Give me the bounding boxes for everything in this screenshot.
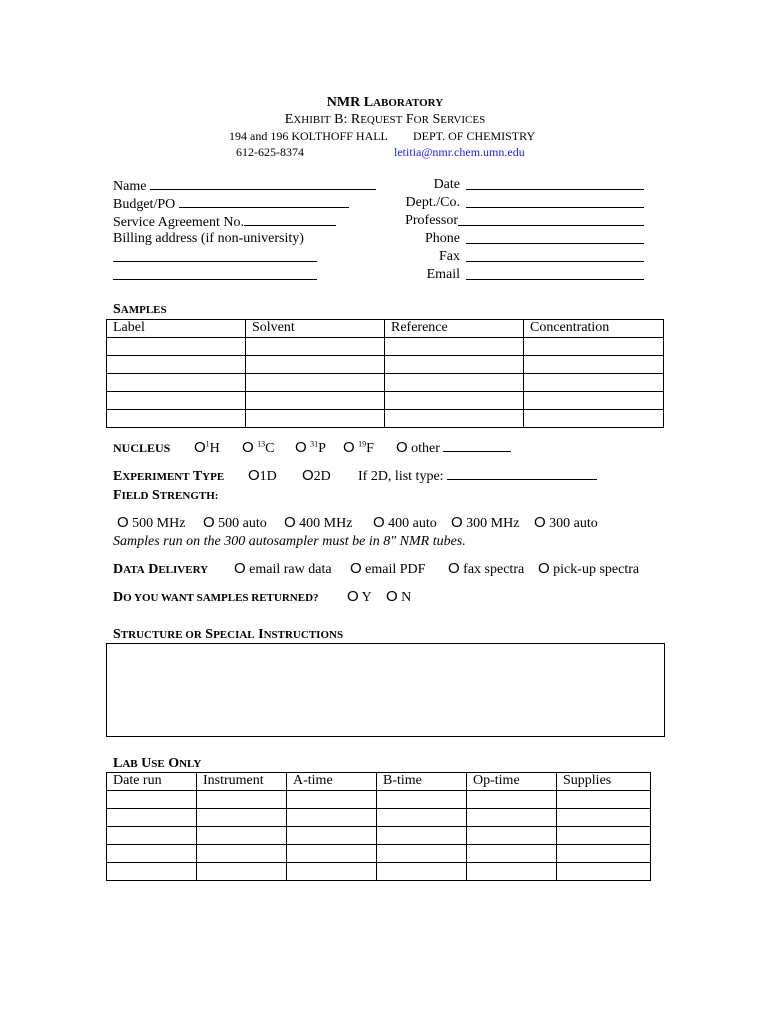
billing-line-1[interactable] — [113, 249, 317, 262]
table-cell[interactable] — [197, 845, 287, 863]
field-option-400mhz[interactable]: O 400 MHz — [284, 514, 353, 531]
table-cell[interactable] — [557, 809, 651, 827]
radio-icon[interactable]: O — [343, 439, 355, 456]
experiment-type-label: EXPERIMENT TYPE — [113, 469, 225, 484]
budget-field[interactable]: Budget/PO — [113, 195, 349, 213]
list-type-line[interactable] — [447, 467, 597, 480]
radio-icon[interactable]: O — [534, 514, 546, 531]
table-cell[interactable] — [524, 338, 664, 356]
subtitle-segment: EQUEST — [360, 114, 403, 126]
table-cell[interactable] — [197, 863, 287, 881]
table-cell[interactable] — [377, 791, 467, 809]
table-cell[interactable] — [524, 374, 664, 392]
phone-line[interactable] — [466, 233, 644, 244]
samples-col-solvent: Solvent — [246, 320, 385, 338]
dept-line[interactable] — [466, 197, 644, 208]
table-cell[interactable] — [287, 791, 377, 809]
service-agreement-line[interactable] — [244, 213, 336, 226]
table-row — [107, 791, 651, 809]
page-title: NMR LABORATORY — [326, 95, 444, 110]
date-line[interactable] — [466, 179, 644, 190]
table-cell[interactable] — [467, 809, 557, 827]
returned-option-no[interactable]: O N — [386, 588, 412, 605]
table-row — [107, 410, 664, 428]
delivery-option-email-pdf[interactable]: O email PDF — [350, 560, 426, 577]
experiment-option-2d[interactable]: O2D — [302, 467, 331, 484]
lab-col-supplies: Supplies — [557, 773, 651, 791]
table-cell[interactable] — [107, 338, 246, 356]
nucleus-option-31p[interactable]: O $^{31}$P — [295, 439, 326, 456]
radio-icon[interactable]: O — [194, 439, 206, 456]
table-cell[interactable] — [287, 827, 377, 845]
list-type-field[interactable]: If 2D, list type: — [358, 467, 597, 485]
delivery-option-pickup[interactable]: O pick-up spectra — [538, 560, 640, 577]
table-cell[interactable] — [287, 809, 377, 827]
samples-returned-label: DO YOU WANT SAMPLES RETURNED? — [113, 590, 319, 605]
radio-icon[interactable]: O — [295, 439, 307, 456]
email-line[interactable] — [466, 269, 644, 280]
phone-label: Phone — [425, 231, 460, 246]
date-label: Date — [433, 177, 460, 192]
radio-icon[interactable]: O — [538, 560, 550, 577]
field-strength-label: FIELD STRENGTH: — [113, 488, 219, 503]
nucleus-option-1h[interactable]: $O^1H$ — [194, 439, 220, 456]
table-cell[interactable] — [385, 392, 524, 410]
table-cell[interactable] — [107, 827, 197, 845]
lab-col-instrument: Instrument — [197, 773, 287, 791]
radio-icon[interactable]: O — [203, 514, 215, 531]
lab-col-b-time: B-time — [377, 773, 467, 791]
radio-icon[interactable]: O — [248, 467, 260, 484]
radio-icon[interactable]: O — [117, 514, 129, 531]
budget-line[interactable] — [179, 195, 349, 208]
field-option-500auto[interactable]: O 500 auto — [203, 514, 267, 531]
table-cell[interactable] — [524, 356, 664, 374]
table-row — [107, 809, 651, 827]
other-line[interactable] — [443, 439, 511, 452]
field-option-400auto[interactable]: O 400 auto — [373, 514, 437, 531]
lab-col-op-time: Op-time — [467, 773, 557, 791]
radio-icon[interactable]: O — [373, 514, 385, 531]
table-cell[interactable] — [557, 827, 651, 845]
table-cell[interactable] — [467, 845, 557, 863]
radio-icon[interactable]: O — [396, 439, 408, 456]
table-cell[interactable] — [107, 392, 246, 410]
table-cell[interactable] — [385, 410, 524, 428]
table-cell[interactable] — [197, 791, 287, 809]
structure-instructions-box[interactable] — [106, 643, 665, 737]
radio-icon[interactable]: O — [448, 560, 460, 577]
table-cell[interactable] — [467, 863, 557, 881]
table-cell[interactable] — [246, 410, 385, 428]
table-cell[interactable] — [246, 374, 385, 392]
nucleus-option-other[interactable]: O other — [396, 439, 511, 457]
table-cell[interactable] — [107, 410, 246, 428]
table-cell[interactable] — [107, 356, 246, 374]
nucleus-option-19f[interactable]: O $^{19}$F — [343, 439, 374, 456]
subtitle-segment: OR — [413, 114, 429, 126]
table-row — [107, 374, 664, 392]
table-cell[interactable] — [107, 791, 197, 809]
table-row — [107, 338, 664, 356]
billing-line-2[interactable] — [113, 267, 317, 280]
name-field[interactable]: Name — [113, 177, 376, 195]
table-cell[interactable] — [197, 809, 287, 827]
service-agreement-field[interactable]: Service Agreement No. — [113, 213, 336, 231]
samples-col-label: Label — [107, 320, 246, 338]
email-label: Email — [426, 267, 460, 282]
samples-col-reference: Reference — [385, 320, 524, 338]
table-cell[interactable] — [557, 845, 651, 863]
billing-label: Billing address (if non-university) — [113, 231, 304, 246]
table-cell[interactable] — [377, 809, 467, 827]
table-cell[interactable] — [385, 374, 524, 392]
field-option-500mhz[interactable]: O 500 MHz — [117, 514, 186, 531]
radio-icon[interactable]: O — [386, 588, 398, 605]
field-option-300mhz[interactable]: O 300 MHz — [451, 514, 520, 531]
samples-col-concentration: Concentration — [524, 320, 664, 338]
table-cell[interactable] — [287, 863, 377, 881]
nucleus-option-13c[interactable]: O $^{13}$C — [242, 439, 275, 456]
lab-use-table — [106, 772, 651, 881]
table-cell[interactable] — [385, 338, 524, 356]
subtitle-segment: ERVICES — [440, 114, 486, 126]
table-cell[interactable] — [107, 374, 246, 392]
autosampler-note: Samples run on the 300 autosampler must be in 8" NMR tubes. — [113, 534, 466, 549]
table-row — [107, 392, 664, 410]
table-cell[interactable] — [557, 791, 651, 809]
table-row — [107, 845, 651, 863]
experiment-option-1d[interactable]: O1D — [248, 467, 277, 484]
table-cell[interactable] — [107, 863, 197, 881]
radio-icon[interactable]: O — [451, 514, 463, 531]
table-cell[interactable] — [377, 845, 467, 863]
page-subtitle — [0, 112, 770, 128]
radio-icon[interactable]: O — [302, 467, 314, 484]
table-cell[interactable] — [246, 338, 385, 356]
professor-line[interactable] — [458, 215, 644, 226]
fax-label: Fax — [439, 249, 460, 264]
table-cell[interactable] — [467, 791, 557, 809]
lab-col-a-time: A-time — [287, 773, 377, 791]
returned-option-yes[interactable]: O Y — [347, 588, 372, 605]
table-cell[interactable] — [524, 410, 664, 428]
table-cell[interactable] — [107, 845, 197, 863]
radio-icon[interactable]: O — [234, 560, 246, 577]
field-option-300auto[interactable]: O 300 auto — [534, 514, 598, 531]
samples-heading: SAMPLES — [113, 302, 167, 317]
subtitle-segment: F — [402, 112, 414, 127]
table-cell[interactable] — [107, 809, 197, 827]
table-cell[interactable] — [197, 827, 287, 845]
radio-icon[interactable]: O — [284, 514, 296, 531]
delivery-option-email-raw[interactable]: O email raw data — [234, 560, 332, 577]
delivery-option-fax[interactable]: O fax spectra — [448, 560, 525, 577]
table-cell[interactable] — [377, 863, 467, 881]
table-cell[interactable] — [377, 827, 467, 845]
nucleus-label: NUCLEUS — [113, 441, 171, 455]
subtitle-segment: E — [284, 112, 294, 127]
table-row — [107, 356, 664, 374]
address: 194 and 196 KOLTHOFF HALL — [229, 129, 388, 143]
table-cell[interactable] — [246, 356, 385, 374]
subtitle-segment: S — [428, 112, 441, 127]
table-cell[interactable] — [246, 392, 385, 410]
radio-icon[interactable]: O — [347, 588, 359, 605]
department: DEPT. OF CHEMISTRY — [413, 129, 536, 143]
samples-table — [106, 319, 664, 428]
lab-col-date-run: Date run — [107, 773, 197, 791]
lab-use-header-row — [107, 773, 651, 791]
radio-icon[interactable]: O — [350, 560, 362, 577]
professor-label: Professor — [405, 213, 458, 228]
dept-label: Dept./Co. — [405, 195, 460, 210]
table-cell[interactable] — [524, 392, 664, 410]
lab-email-link[interactable]: letitia@nmr.chem.umn.edu — [394, 145, 525, 159]
table-row — [107, 863, 651, 881]
lab-use-heading: LAB USE ONLY — [113, 756, 202, 771]
structure-label: STRUCTURE OR SPECIAL INSTRUCTIONS — [113, 627, 344, 642]
samples-header-row — [107, 320, 664, 338]
subtitle-segment: B: R — [330, 112, 361, 127]
table-cell[interactable] — [557, 863, 651, 881]
subtitle-segment: XHIBIT — [293, 114, 331, 126]
table-cell[interactable] — [467, 827, 557, 845]
table-row — [107, 827, 651, 845]
fax-line[interactable] — [466, 251, 644, 262]
lab-phone: 612-625-8374 — [236, 145, 304, 159]
radio-icon[interactable]: O — [242, 439, 254, 456]
table-cell[interactable] — [287, 845, 377, 863]
data-delivery-label: DATA DELIVERY — [113, 562, 209, 577]
table-cell[interactable] — [385, 356, 524, 374]
